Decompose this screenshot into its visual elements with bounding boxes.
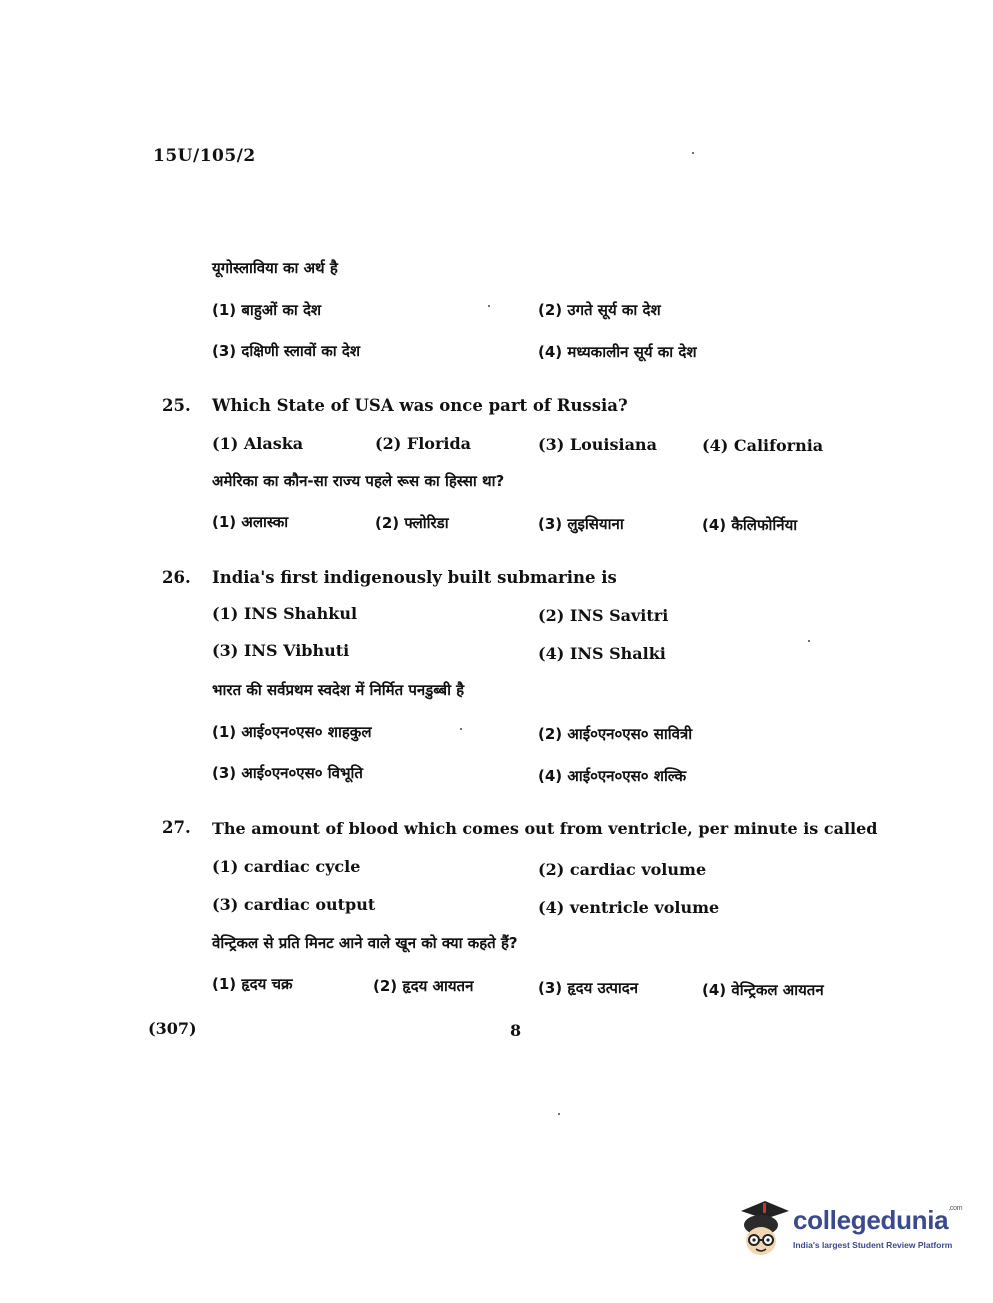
paper-code: 15U/105/2 [153,146,256,166]
q25-hindi-option-2: (2) फ्लोरिडा [375,514,449,532]
q25-number: 25. [162,396,191,415]
q27-number: 27. [162,818,191,837]
q25-question: Which State of USA was once part of Russia? [212,396,628,415]
q27-option-1: (1) cardiac cycle [212,857,361,876]
q26-hindi-question: भारत की सर्वप्रथम स्वदेश में निर्मित पनडुब्बी है [212,681,465,699]
q25-option-4: (4) California [702,436,824,455]
q24-hindi-option-2: (2) उगते सूर्य का देश [538,301,661,319]
q27-option-2: (2) cardiac volume [538,860,707,879]
scan-speck [558,1113,560,1115]
logo-wordmark: collegedunia$^{.com}$ [793,1205,963,1235]
q26-option-3: (3) INS Vibhuti [212,641,350,660]
q24-hindi-question: यूगोस्लाविया का अर्थ है [212,259,338,277]
q26-hindi-option-2: (2) आई०एन०एस० सावित्री [538,725,693,743]
collegedunia-logo [735,1197,965,1259]
q27-option-4: (4) ventricle volume [538,898,720,917]
mascot-icon [735,1197,791,1259]
q25-option-2: (2) Florida [375,434,472,453]
q27-hindi-question: वेन्ट्रिकल से प्रति मिनट आने वाले खून को क्या कहते हैं? [212,934,518,952]
q26-option-2: (2) INS Savitri [538,606,669,625]
q27-hindi-option-1: (1) हृदय चक्र [212,975,293,993]
q27-question: The amount of blood which comes out from ventricle, per minute is called [212,819,878,838]
q24-hindi-option-4: (4) मध्यकालीन सूर्य का देश [538,343,697,361]
q26-hindi-option-3: (3) आई०एन०एस० विभूति [212,764,363,782]
q27-option-3: (3) cardiac output [212,895,376,914]
q26-hindi-option-4: (4) आई०एन०एस० शल्कि [538,767,687,785]
q25-hindi-question: अमेरिका का कौन-सा राज्य पहले रूस का हिस्सा था? [212,472,505,490]
q26-option-1: (1) INS Shahkul [212,604,358,623]
q25-hindi-option-4: (4) कैलिफोर्निया [702,516,798,534]
q26-hindi-option-1: (1) आई०एन०एस० शाहकुल [212,723,372,741]
q25-option-1: (1) Alaska [212,434,304,453]
q27-hindi-option-3: (3) हृदय उत्पादन [538,979,639,997]
scan-speck [692,152,694,154]
q27-hindi-option-4: (4) वेन्ट्रिकल आयतन [702,981,824,999]
q27-hindi-option-2: (2) हृदय आयतन [373,977,474,995]
q24-hindi-option-3: (3) दक्षिणी स्लावों का देश [212,342,361,360]
q26-option-4: (4) INS Shalki [538,644,666,663]
logo-tagline: India's largest Student Review Platform [793,1240,953,1250]
page-number: 8 [510,1021,522,1040]
q24-hindi-option-1: (1) बाहुओं का देश [212,301,322,319]
q26-number: 26. [162,568,191,587]
footer-code: (307) [148,1019,197,1038]
q26-question: India's first indigenously built submarine is [212,568,617,587]
q25-hindi-option-3: (3) लुइसियाना [538,515,624,533]
q25-hindi-option-1: (1) अलास्का [212,513,289,531]
scan-speck [488,305,490,307]
scan-speck [808,640,810,642]
q25-option-3: (3) Louisiana [538,435,657,454]
scan-speck [460,728,462,730]
